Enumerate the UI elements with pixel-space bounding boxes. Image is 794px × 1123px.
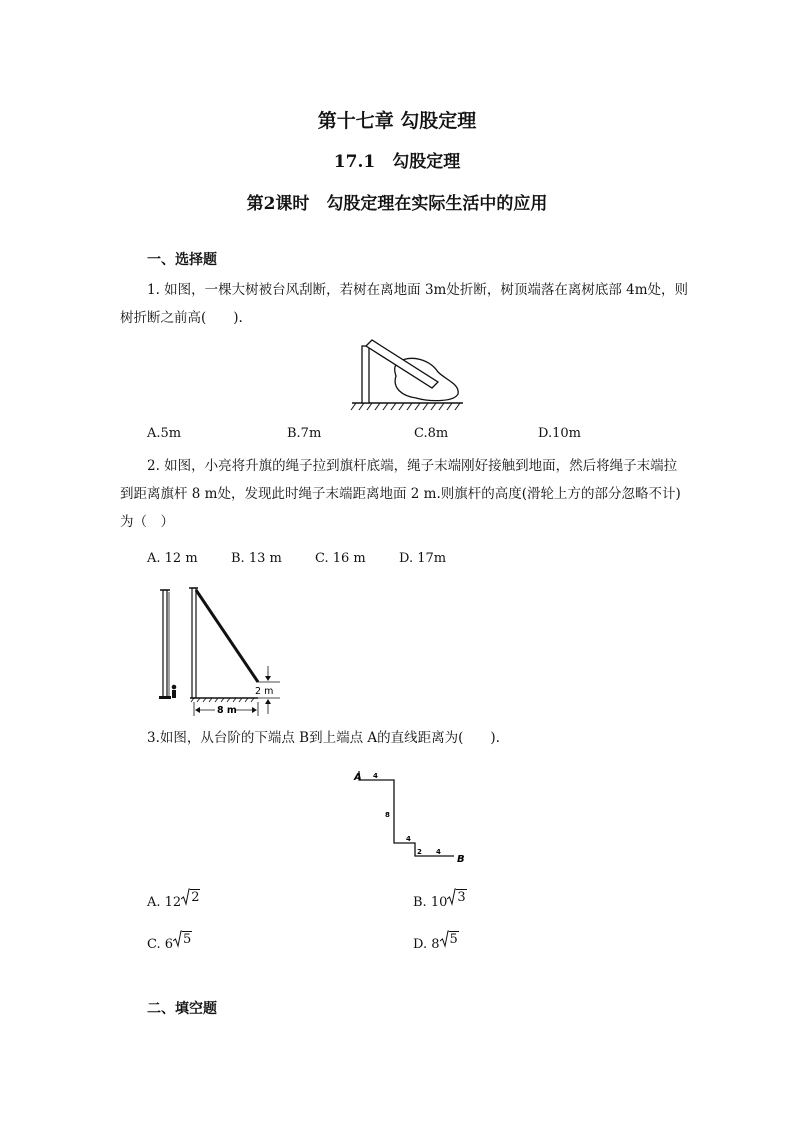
q1-option-c[interactable]: C.8m (414, 426, 449, 441)
question-1-text: 1. 如图，一棵大树被台风刮断，若树在离地面 3m处折断，树顶端落在离树底部 4m处，则树折断之前高( ). (120, 282, 689, 326)
q3-staircase (359, 771, 454, 856)
q2-rope (196, 590, 258, 682)
question-3-figure (350, 766, 475, 866)
q2-height-label: 2 m (255, 686, 274, 697)
q1-option-d[interactable]: D.10m (538, 426, 581, 441)
q2-boy-icon (172, 685, 177, 698)
q2-flagpole-left (163, 590, 167, 697)
section-title: 17.1 勾股定理 (333, 152, 461, 172)
q2-option-a[interactable]: A. 12 m (147, 551, 198, 566)
q2-option-b[interactable]: B. 13 m (231, 551, 282, 566)
chapter-title: 第十七章 勾股定理 (317, 110, 477, 132)
sqrt-symbol: 3 (447, 888, 466, 906)
sqrt-symbol: 5 (440, 930, 459, 948)
section-heading-choice: 一、选择题 (147, 252, 217, 268)
q3-point-b: B (457, 854, 465, 865)
question-1-figure (350, 338, 465, 412)
q1-tree-trunk (362, 346, 369, 403)
sqrt-symbol: 5 (173, 930, 192, 948)
q2-option-d[interactable]: D. 17m (399, 551, 447, 566)
lesson-title: 第2课时 勾股定理在实际生活中的应用 (246, 194, 548, 214)
section-heading-fill: 二、填空题 (147, 1001, 217, 1017)
question-2-text: 2. 如图，小亮将升旗的绳子拉到旗杆底端，绳子末端刚好接触到地面，然后将绳子末端拉到距离旗杆 8 m处，发现此时绳子末端距离地面 2 m.则旗杆的高度(滑轮上方的部分忽略不计)为（ ） (120, 458, 681, 530)
question-2-figure (150, 584, 285, 720)
q3-label-seg5: 4 (436, 848, 441, 856)
q3-option-b[interactable]: B. 10 3 (413, 890, 466, 910)
q3-option-c[interactable]: C. 6 5 (147, 932, 192, 952)
q3-label-seg4: 2 (417, 848, 422, 856)
q1-ground-hatch (351, 403, 460, 410)
q2-option-c[interactable]: C. 16 m (315, 551, 366, 566)
q3-label-seg2: 8 (385, 811, 390, 819)
q1-option-a[interactable]: A.5m (147, 426, 182, 441)
sqrt-symbol: 2 (181, 888, 200, 906)
q3-option-a[interactable]: A. 12 2 (147, 890, 200, 910)
q2-distance-label: 8 m (217, 705, 237, 716)
q3-label-seg1: 4 (373, 772, 378, 780)
q3-label-seg3: 4 (406, 835, 411, 843)
q3-point-a: A (354, 772, 362, 783)
question-3-text: 3.如图，从台阶的下端点 B到上端点 A的直线距离为( ). (147, 730, 500, 746)
q2-flagpole-right (192, 588, 196, 698)
q1-option-b[interactable]: B.7m (287, 426, 322, 441)
q3-option-d[interactable]: D. 8 5 (413, 932, 458, 952)
